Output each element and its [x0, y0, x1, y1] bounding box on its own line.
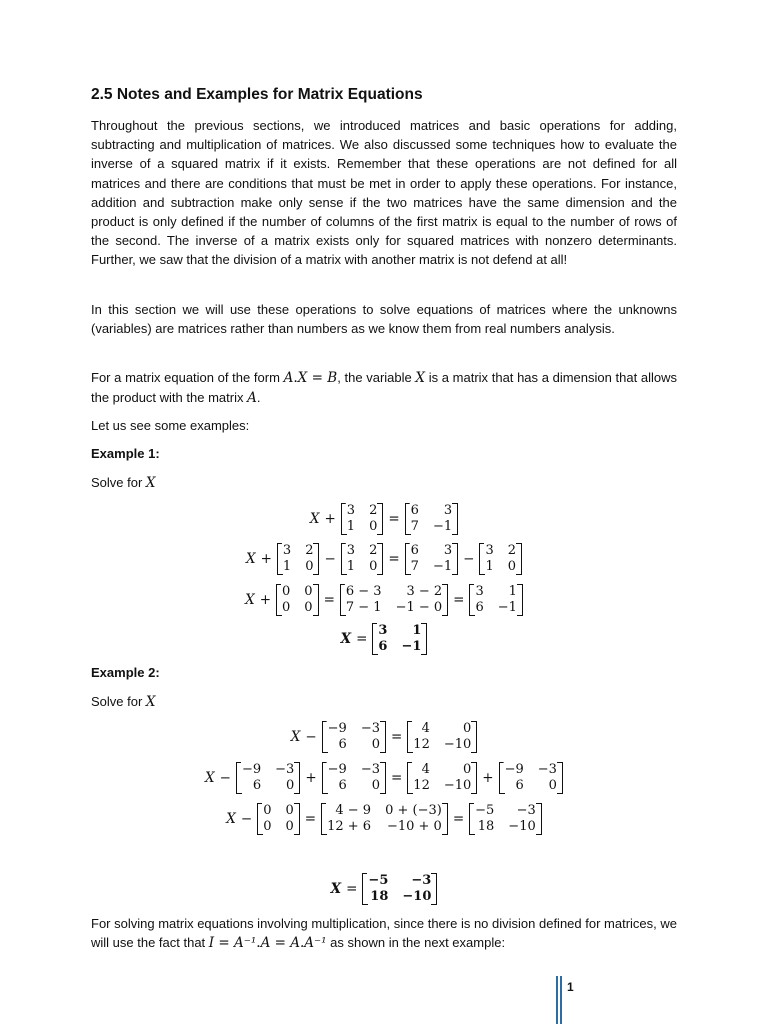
example-1-instruction: Solve for X — [91, 475, 156, 491]
section-paragraph: In this section we will use these operations to solve equations of matrices where the unknowns (variables) are matrices rather than numbers as we know them from real numbers analysis. — [91, 302, 677, 337]
matrix-cell: 6 — [515, 778, 524, 793]
example-2-equation-2 — [91, 762, 677, 794]
examples-intro: Let us see some examples: — [91, 418, 250, 433]
matrix-cell: 6 — [378, 639, 388, 654]
matrix-cell: 6 — [338, 778, 347, 793]
matrix-equation-paragraph: For a matrix equation of the form A.X = B, the variable X is a matrix that has a dimension that allows the product with the matrix A. — [91, 370, 678, 407]
page-number: 1 — [567, 980, 574, 994]
matrix-cell: 7 − 1 — [345, 600, 382, 615]
matrix — [479, 543, 522, 575]
matrix-cell: 0 + (−3) — [385, 803, 442, 818]
matrix-cell: 1 — [346, 559, 356, 574]
matrix-cell: 18 — [370, 889, 389, 904]
example-2-result — [91, 873, 677, 905]
matrix — [405, 543, 458, 575]
variable-x: X — [245, 551, 256, 567]
matrix-cell: 0 — [369, 519, 378, 534]
matrix — [340, 584, 448, 616]
matrix-cell: 6 — [338, 737, 347, 752]
matrix — [499, 762, 563, 794]
footer-rule — [560, 976, 562, 1024]
operator: − — [240, 811, 253, 827]
matrix-cell: 6 — [410, 543, 419, 558]
example-2-equation-3 — [91, 803, 677, 835]
matrix — [469, 584, 522, 616]
matrix-cell: 3 — [485, 543, 494, 558]
variable-x: X — [290, 729, 301, 745]
matrix-cell: −3 — [360, 721, 380, 736]
matrix-cell: 0 — [263, 803, 272, 818]
example-2-equation-1 — [91, 721, 677, 753]
matrix-cell: 3 — [282, 543, 292, 558]
inline-math: I = A⁻¹.A = A.A⁻¹ — [208, 935, 327, 952]
matrix-cell: −10 — [508, 819, 536, 834]
matrix — [341, 503, 384, 535]
matrix-cell: 1 — [412, 623, 422, 638]
operator: − — [219, 770, 231, 786]
matrix-cell: 1 — [485, 559, 494, 574]
matrix-cell: 0 — [305, 559, 314, 574]
matrix-cell: 12 — [413, 737, 430, 752]
matrix-cell: 1 — [346, 519, 356, 534]
equals-sign: = — [346, 881, 358, 897]
matrix-cell: 7 — [410, 519, 419, 534]
matrix-cell: −9 — [241, 762, 262, 777]
equals-sign: = — [453, 592, 465, 608]
matrix-cell: −5 — [368, 873, 389, 888]
matrix-cell: 0 — [371, 778, 380, 793]
matrix-cell: 0 — [304, 600, 313, 615]
matrix-cell: 6 − 3 — [345, 584, 382, 599]
matrix-cell: 12 + 6 — [327, 819, 372, 834]
operator: − — [305, 729, 317, 745]
matrix-cell: −10 — [443, 778, 472, 793]
matrix — [407, 762, 477, 794]
equals-sign: = — [323, 592, 335, 608]
matrix — [276, 584, 319, 616]
matrix — [469, 803, 542, 835]
matrix-cell: −10 + 0 — [386, 819, 442, 834]
matrix-cell: 0 — [463, 762, 472, 777]
matrix-cell: 0 — [282, 600, 291, 615]
operator: + — [259, 592, 271, 608]
example-2-instruction: Solve for X — [91, 694, 156, 710]
matrix-cell: −1 − 0 — [395, 600, 443, 615]
equals-sign: = — [452, 811, 465, 827]
matrix — [372, 623, 427, 655]
matrix-cell: 0 — [282, 584, 291, 599]
matrix-cell: −3 — [360, 762, 380, 777]
matrix-cell: 2 — [305, 543, 314, 558]
matrix — [407, 721, 477, 753]
operator: + — [260, 551, 272, 567]
matrix-cell: −9 — [327, 762, 347, 777]
matrix — [322, 762, 386, 794]
inline-math: X — [415, 370, 426, 386]
variable-x: X — [245, 592, 255, 608]
multiplication-paragraph: For solving matrix equations involving multiplication, since there is no division defined for matrices, we will use the fact that I = A⁻¹.A = A.A⁻¹ as shown in the next example: — [91, 916, 677, 952]
matrix-cell: 0 — [285, 819, 294, 834]
matrix-cell: −10 — [443, 737, 472, 752]
matrix-cell: −10 — [402, 889, 432, 904]
matrix-cell: 0 — [463, 721, 472, 736]
matrix-cell: 18 — [477, 819, 495, 834]
operator: + — [324, 511, 336, 527]
matrix-cell: 0 — [371, 737, 380, 752]
operator: + — [482, 770, 494, 786]
matrix-cell: 6 — [475, 600, 484, 615]
variable-x: X — [340, 631, 352, 647]
equals-sign: = — [390, 770, 403, 786]
operator: − — [463, 551, 475, 567]
section-heading: 2.5 Notes and Examples for Matrix Equations — [91, 86, 423, 103]
matrix-cell: 2 — [507, 543, 516, 558]
equals-sign: = — [304, 811, 317, 827]
matrix-cell: 3 — [346, 503, 356, 518]
matrix-cell: 3 — [378, 623, 388, 638]
matrix-cell: 12 — [413, 778, 430, 793]
matrix-cell: 1 — [508, 584, 517, 599]
equals-sign: = — [356, 631, 368, 647]
matrix — [322, 721, 386, 753]
matrix-cell: 0 — [548, 778, 557, 793]
equals-sign: = — [388, 551, 400, 567]
inline-math: A.X = B — [283, 370, 338, 386]
matrix-cell: 3 — [443, 503, 453, 518]
matrix-cell: −1 — [432, 519, 453, 534]
matrix-cell: 6 — [410, 503, 419, 518]
example-1-equation-3 — [91, 584, 677, 616]
operator: − — [324, 551, 336, 567]
matrix-cell: 4 − 9 — [335, 803, 372, 818]
matrix-cell: 0 — [304, 584, 313, 599]
matrix-cell: 0 — [369, 559, 378, 574]
matrix-cell: 3 − 2 — [406, 584, 443, 599]
matrix — [277, 543, 320, 575]
matrix-cell: −5 — [475, 803, 495, 818]
matrix — [236, 762, 300, 794]
footer-rule — [556, 976, 558, 1024]
equals-sign: = — [388, 511, 400, 527]
matrix-cell: 7 — [410, 559, 419, 574]
matrix-cell: −9 — [504, 762, 524, 777]
matrix-cell: 3 — [346, 543, 356, 558]
matrix-cell: −3 — [537, 762, 557, 777]
matrix-cell: 6 — [252, 778, 262, 793]
matrix-cell: −1 — [432, 559, 453, 574]
example-1-equation-2 — [91, 543, 677, 575]
matrix-cell: 4 — [421, 721, 430, 736]
matrix-cell: 0 — [286, 778, 295, 793]
matrix-cell: 3 — [475, 584, 484, 599]
intro-paragraph: Throughout the previous sections, we introduced matrices and basic operations for adding, subtracting and multiplication of matrices. We also discussed some techniques how to evaluate the inverse of a squared matrix if it exists. Remember that these operations are not defined for all matrices and there are conditions that must be met in order to apply these operations. For instance, addition and subtraction make only sense if the two matrices have the same dimension and the product is only defined if the number of columns of the first matrix is equal to the number of rows of the second. The inverse of a matrix exists only for squared matrices with nonzero determinants. Further, we saw that the division of a matrix with another matrix is not defend at all! — [91, 118, 677, 268]
matrix — [362, 873, 437, 905]
equals-sign: = — [390, 729, 403, 745]
matrix — [257, 803, 300, 835]
example-1-equation-1 — [91, 503, 677, 535]
matrix-cell: 0 — [285, 803, 294, 818]
matrix-cell: 2 — [369, 543, 378, 558]
variable-x: X — [205, 770, 215, 786]
inline-math: A — [247, 390, 257, 407]
matrix — [405, 503, 458, 535]
matrix-cell: 0 — [263, 819, 272, 834]
matrix-cell: −1 — [497, 600, 517, 615]
matrix-cell: −1 — [401, 639, 422, 654]
variable-x: X — [309, 511, 320, 527]
matrix-cell: −3 — [275, 762, 295, 777]
operator: + — [305, 770, 317, 786]
matrix-cell: 2 — [369, 503, 378, 518]
matrix — [321, 803, 448, 835]
matrix-cell: 3 — [443, 543, 453, 558]
matrix-cell: −9 — [327, 721, 347, 736]
matrix-cell: −3 — [516, 803, 536, 818]
variable-x: X — [226, 811, 236, 827]
matrix-cell: 4 — [421, 762, 430, 777]
matrix-cell: 0 — [507, 559, 516, 574]
example-2-title: Example 2: — [91, 665, 160, 680]
matrix — [341, 543, 384, 575]
matrix-cell: 1 — [282, 559, 292, 574]
variable-x: X — [330, 881, 342, 897]
example-1-result — [91, 623, 677, 655]
example-1-title: Example 1: — [91, 446, 160, 461]
matrix-cell: −3 — [411, 873, 432, 888]
